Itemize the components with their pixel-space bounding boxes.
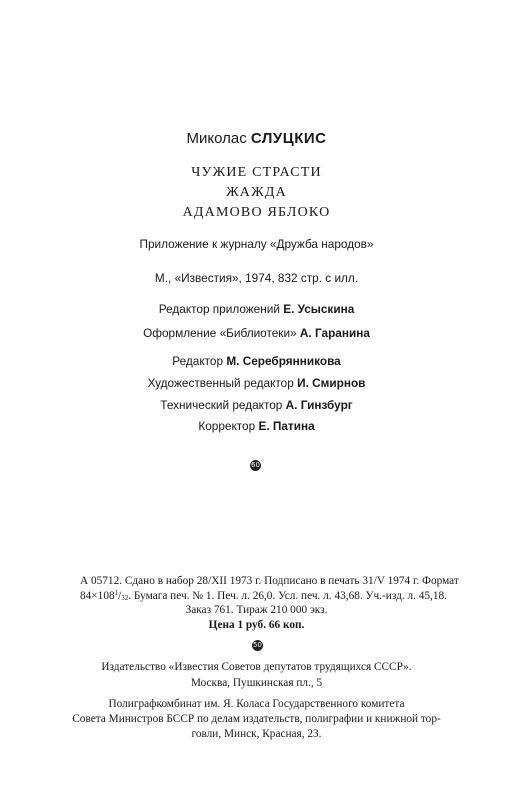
credit-role: Художественный редактор [147, 376, 294, 390]
format-value: 84×108 [80, 590, 115, 602]
credit-name: А. Гинзбург [285, 398, 353, 412]
credit-proofreader [0, 421, 513, 433]
author-last-name: СЛУЦКИС [250, 130, 327, 147]
publication-info: М., «Известия», 1974, 832 стр. с илл. [154, 271, 359, 285]
credit-name: М. Серебрянникова [226, 354, 341, 368]
title-2: ЖАЖДА [226, 185, 287, 200]
printer-line-2: Совета Министров БССР по делам издательств, полиграфии и книжной тор- [72, 713, 441, 725]
price-line: Цена 1 руб. 66 коп. [208, 619, 305, 631]
title-1: ЧУЖИЕ СТРАСТИ [191, 165, 322, 180]
credit-role: Редактор [172, 354, 224, 368]
imprint-line-3: Заказ 761. Тираж 210 000 экз. [185, 604, 328, 616]
circle-mark-2-icon: 50 [253, 641, 262, 649]
title-3: АДАМОВО ЯБЛОКО [182, 205, 331, 220]
credit-role: Технический редактор [160, 398, 283, 412]
credit-supplement-editor [0, 304, 513, 316]
credit-name: Е. Патина [258, 419, 315, 433]
credit-role: Редактор приложений [158, 302, 280, 316]
format-numerator: 1 [114, 589, 119, 597]
author-line [0, 131, 513, 146]
credit-editor [0, 356, 513, 368]
credit-tech-editor [0, 400, 513, 412]
format-denominator: 32 [121, 594, 129, 602]
credit-name: Е. Усыскина [283, 302, 355, 316]
printer-line-1: Полиграфкомбинат им. Я. Коласа Государственного комитета [108, 698, 405, 710]
circle-mark-icon: 60 [251, 461, 260, 469]
credit-name: А. Гаранина [299, 326, 370, 340]
imprint-line-1: А 05712. Сдано в набор 28/XII 1973 г. Подписано в печать 31/V 1974 г. Формат [80, 575, 459, 587]
supplement-note: Приложение к журналу «Дружба народов» [139, 237, 374, 251]
publisher-line-2: Москва, Пушкинская пл., 5 [190, 677, 323, 689]
publisher-line-1: Издательство «Известия Советов депутатов трудящихся СССР». [101, 661, 412, 673]
author-first-name: Миколас [186, 130, 247, 147]
credit-name: И. Смирнов [297, 376, 366, 390]
credit-art-editor [0, 378, 513, 390]
credit-role: Оформление «Библиотеки» [143, 326, 297, 340]
credit-library-design [0, 328, 513, 340]
credit-role: Корректор [198, 419, 256, 433]
printer-line-3: говли, Минск, Красная, 23. [191, 728, 322, 740]
imprint-line-2-rest: . Бумага печ. № 1. Печ. л. 26,0. Усл. печ. л. 43,68. Уч.-изд. л. 45,18. [128, 590, 448, 602]
imprint-line-2: $84\times 108^1/_{32}$. Бумага печ. № 1. Печ. л. 26,0. Усл. печ. л. 43,68. Уч.-изд. л. 45,18. [80, 589, 448, 602]
